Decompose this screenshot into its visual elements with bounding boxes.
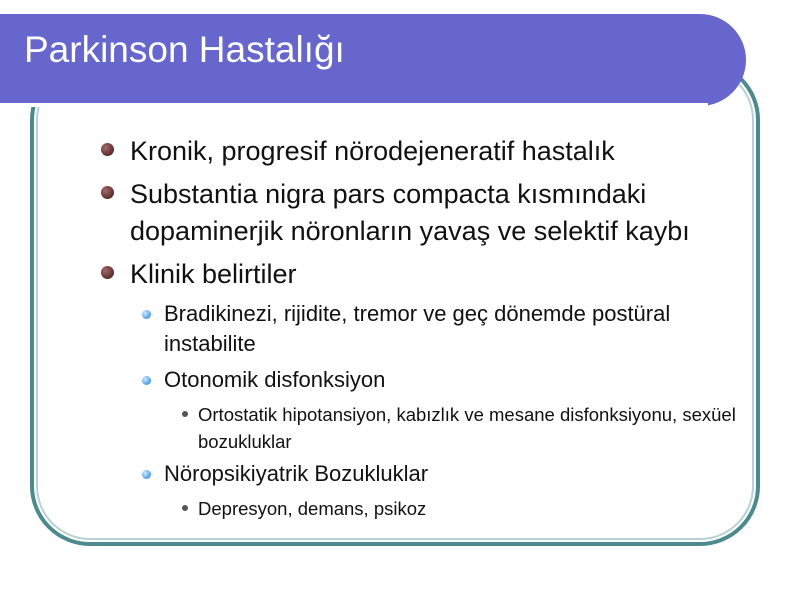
bullet-text: Substantia nigra pars compacta kısmındaki dopaminerjik nöronların yavaş ve selektif kaybı: [130, 179, 690, 246]
title-underline: [0, 103, 708, 107]
sub-bullet-icon: [142, 310, 151, 319]
sub-sub-bullet-text: Depresyon, demans, psikoz: [198, 498, 427, 519]
sub-bullet-item: [130, 365, 744, 395]
sub-bullet-text: Nöropsikiyatrik Bozukluklar: [164, 461, 429, 486]
sub-bullet-text: Otonomik disfonksiyon: [164, 367, 386, 392]
bullet-icon: [101, 266, 114, 279]
sub-sub-bullet-icon: [182, 411, 188, 417]
sub-bullet-item: [130, 299, 744, 359]
sub-bullet-icon: [142, 470, 151, 479]
sub-sub-bullet-item: [164, 495, 744, 522]
sub-bullet-item: [130, 459, 744, 489]
bullet-item: [94, 133, 744, 170]
sub-sub-bullet-item: [164, 401, 744, 455]
bullet-text: Kronik, progresif nörodejeneratif hastalık: [130, 136, 615, 166]
bullet-list: [94, 133, 744, 522]
sub-bullet-icon: [142, 376, 151, 385]
bullet-item: [94, 176, 744, 250]
bullet-text: Klinik belirtiler: [130, 259, 297, 289]
sub-sub-bullet-icon: [182, 505, 188, 511]
bullet-content: [94, 133, 744, 526]
sub-sub-bullet-text: Ortostatik hipotansiyon, kabızlık ve mesane disfonksiyonu, sexüel bozukluklar: [198, 404, 736, 452]
bullet-item: [94, 256, 744, 293]
sub-bullet-text: Bradikinezi, rijidite, tremor ve geç dönemde postüral instabilite: [164, 301, 671, 356]
bullet-icon: [101, 143, 114, 156]
slide-title: Parkinson Hastalığı: [24, 29, 345, 70]
bullet-icon: [101, 186, 114, 199]
